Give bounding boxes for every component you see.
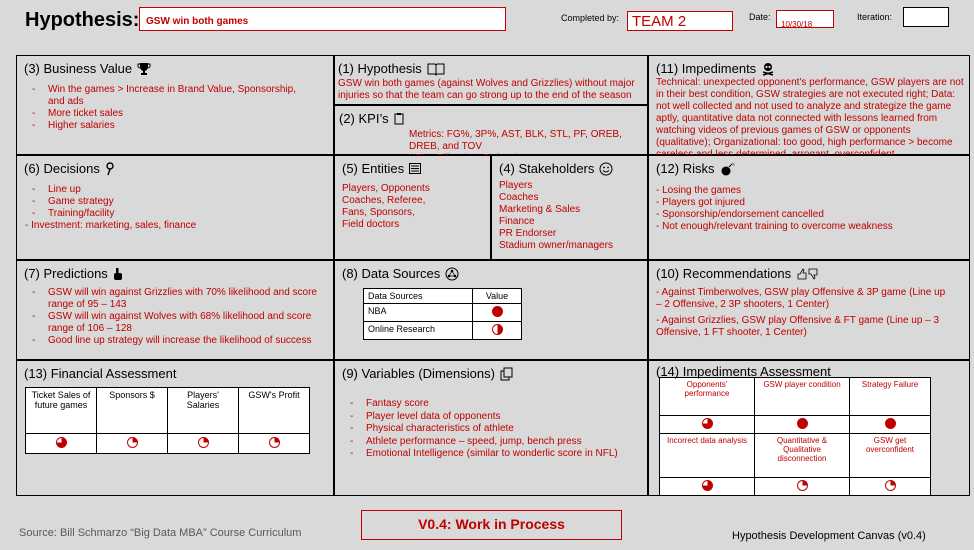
network-icon [445,267,459,281]
pointing-hand-icon [113,267,123,281]
impediments-assessment-title: (14) Impediments Assessment [656,364,831,379]
list-icon [409,163,421,174]
financial-table [25,387,310,454]
book-icon [427,62,445,75]
predictions-title: (7) Predictions [24,266,108,281]
list-item: - Training/facility [24,208,326,220]
smiley-icon [599,162,613,176]
harvey-ball [797,418,808,429]
table-cell [168,434,239,454]
business-value-title: (3) Business Value [24,61,133,76]
recommendations-title: (10) Recommendations [656,266,792,281]
list-item: - GSW will win against Wolves with 68% likelihood and score range of 106 – 128 [24,311,318,335]
list-item: Marketing & Sales [499,204,581,215]
list-item: - GSW will win against Grizzlies with 70% likelihood and score range of 95 – 143 [24,287,318,311]
financial-cell [16,360,334,496]
data-sources-table [363,288,522,340]
harvey-ball [198,437,209,448]
skull-icon [761,62,775,76]
stakeholders-cell [491,155,648,260]
table-header: Players' Salaries [168,388,239,434]
table-header: Strategy Failure [850,378,931,416]
decisions-cell [16,155,334,260]
harvey-ball [56,437,67,448]
bomb-icon [720,162,736,176]
harvey-ball [492,324,503,335]
table-header: Ticket Sales of future games [26,388,97,434]
decisions-extra: - Investment: marketing, sales, finance [25,220,197,231]
list-item: - Game strategy [24,196,326,208]
table-cell [97,434,168,454]
iteration-field[interactable] [903,7,949,27]
list-item: Players, Opponents [342,183,430,194]
table-header: Data Sources [364,289,473,304]
list-item: Fans, Sponsors, [342,207,415,218]
completed-by-field[interactable] [627,11,733,31]
impediments-title: (11) Impediments [656,61,757,76]
version-badge [361,510,622,540]
list-item: - Against Grizzlies, GSW play Offensive & FT game (Line up – 3 Offensive, 1 FT shooter, 1 Center) [656,315,940,338]
table-cell [660,478,755,496]
list-item: - Good line up strategy will increase the likelihood of success [24,335,326,347]
table-header: Opponents' performance [660,378,755,416]
harvey-ball [269,437,280,448]
list-item: Players [499,180,533,191]
list-item: - Higher salaries [24,120,326,132]
pin-icon [105,162,115,176]
kpis-title: (2) KPI’s [339,111,389,126]
canvas-version-label: Hypothesis Development Canvas (v0.4) [732,530,926,542]
harvey-ball [885,418,896,429]
list-item: Coaches [499,192,539,203]
list-item: - Sponsorship/endorsement cancelled [656,209,824,220]
harvey-ball [492,306,503,317]
list-item: - Losing the games [656,185,742,196]
list-item: - Win the games > Increase in Brand Value, Sponsorship, and ads [24,84,308,108]
data-sources-title: (8) Data Sources [342,266,441,281]
table-header: GSW's Profit [239,388,310,434]
data-sources-cell [334,260,648,360]
table-header: GSW player condition [755,378,850,416]
list-item: - Players got injured [656,197,745,208]
hypothesis-title: (1) Hypothesis [338,61,422,76]
completed-by-value: TEAM 2 [632,13,687,30]
list-item: Stadium owner/managers [499,240,613,251]
kpis-metrics: Metrics: FG%, 3P%, AST, BLK, STL, PF, OREB, DREB, and TOV [409,129,622,152]
table-cell [239,434,310,454]
list-item: - Fantasy score [342,398,640,411]
list-item: Field doctors [342,219,400,230]
stakeholders-title: (4) Stakeholders [499,161,595,176]
list-item: - Against Timberwolves, GSW play Offensive & 3P game (Line up – 2 Offensive, 2 3P shooters, 1 Center) [656,287,946,310]
list-item: - Physical characteristics of athlete [342,423,640,436]
entities-title: (5) Entities [342,161,405,176]
harvey-ball [885,480,896,491]
financial-title: (13) Financial Assessment [24,366,177,381]
table-cell [850,478,931,496]
hypothesis-field[interactable] [139,7,506,31]
table-header: Sponsors $ [97,388,168,434]
harvey-ball [797,480,808,491]
source-footnote: Source: Bill Schmarzo “Big Data MBA” Course Curriculum [19,527,302,539]
table-header: Value [473,289,522,304]
table-cell: NBA [364,304,473,322]
table-cell [473,322,522,340]
table-cell [755,416,850,434]
hypothesis-cell [334,55,648,105]
harvey-ball [702,480,713,491]
impediments-assessment-table [659,377,931,496]
table-cell [26,434,97,454]
list-item: - Player level data of opponents [342,411,640,424]
business-value-cell [16,55,334,155]
recommendations-cell [648,260,970,360]
table-header: Quantitative & Qualitative disconnection [755,434,850,478]
harvey-ball [127,437,138,448]
table-cell: Online Research [364,322,473,340]
thumbs-icon [796,268,818,280]
date-value: 10/30/18 [781,20,813,29]
hypothesis-value: GSW win both games [146,16,249,27]
table-header: Incorrect data analysis [660,434,755,478]
decisions-title: (6) Decisions [24,161,100,176]
kpis-cell [334,105,648,155]
list-item: PR Endorser [499,228,557,239]
page-title: Hypothesis: [25,9,140,31]
variables-title: (9) Variables (Dimensions) [342,366,495,381]
table-cell [473,304,522,322]
list-item: - Not enough/relevant training to overcome weakness [656,221,893,232]
list-item: - Line up [24,184,326,196]
predictions-cell [16,260,334,360]
list-item: Finance [499,216,535,227]
variables-cell [334,360,648,496]
clipboard-icon [394,112,404,125]
list-item: - More ticket sales [24,108,326,120]
table-cell [660,416,755,434]
table-cell [850,416,931,434]
trophy-icon [137,62,151,76]
entities-cell [334,155,491,260]
completed-by-label: Completed by: [561,13,620,23]
hypothesis-text: GSW win both games (against Wolves and Grizzlies) without major injuries so that the team can go strong up to the end of the season [338,78,635,101]
table-cell [755,478,850,496]
impediments-cell [648,55,970,155]
list-item: - Athlete performance – speed, jump, bench press [342,436,640,449]
impediments-assessment-cell [648,360,970,496]
version-label: V0.4: Work in Process [418,516,565,532]
table-header: GSW get overconfident [850,434,931,478]
risks-cell [648,155,970,260]
iteration-label: Iteration: [857,12,893,22]
impediments-text: Technical: unexpected opponent's performance, GSW players are not in their best condition, GSW strategies are not executed right; Data: not well collected and not used to analyze and strategize the game aptly, quantitative data not connected with lessons learned from watching videos of previous games of GSW or opponents (qualitative); Organizational: too good, high performance > become [656,77,964,148]
copy-icon [500,367,514,381]
list-item: Coaches, Referee, [342,195,426,206]
risks-title: (12) Risks [656,161,715,176]
list-item: - Emotional Intelligence (similar to wonderlic score in NFL) [342,448,640,461]
date-field[interactable] [776,10,834,28]
date-label: Date: [749,12,771,22]
harvey-ball [702,418,713,429]
